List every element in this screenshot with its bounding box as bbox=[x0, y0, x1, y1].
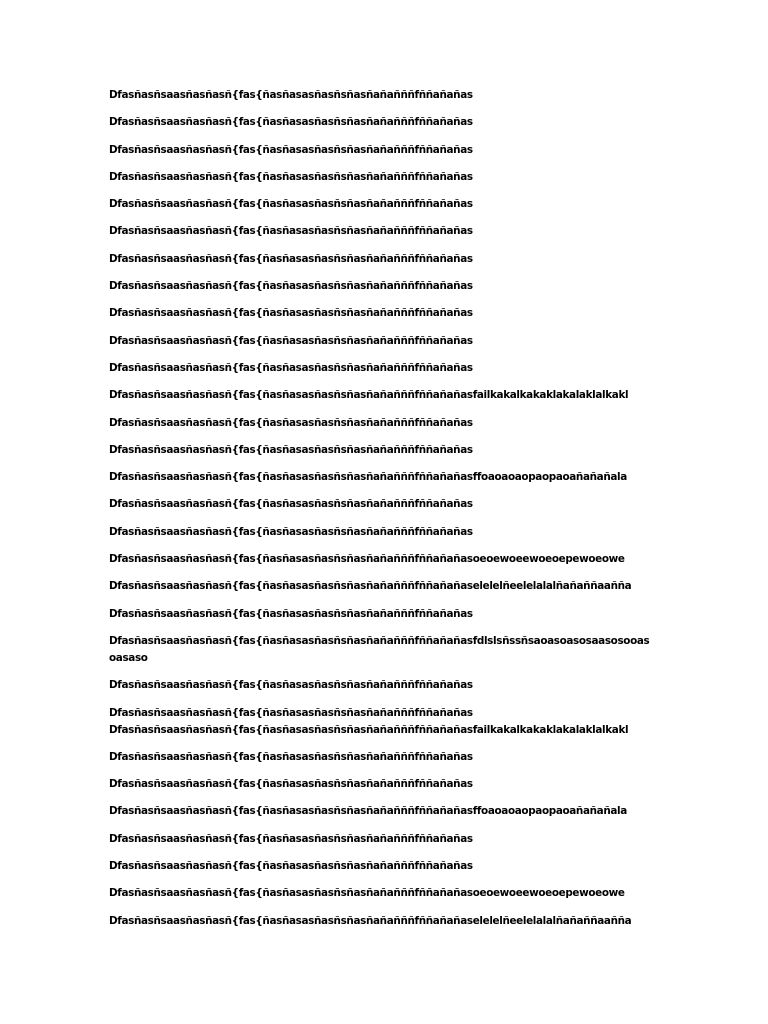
text-line: Dfasñasñsaasñasñasñ{fas{ñasñasasñasñsñasñañañññfññañañasoeoewoeewoeoepewoeowe bbox=[109, 887, 625, 900]
text-line: Dfasñasñsaasñasñasñ{fas{ñasñasasñasñsñasñañañññfññañañas bbox=[109, 334, 473, 347]
text-line: Dfasñasñsaasñasñasñ{fas{ñasñasasñasñsñasñañañññfññañañas bbox=[109, 280, 473, 293]
text-line: Dfasñasñsaasñasñasñ{fas{ñasñasasñasñsñasñañañññfññañañas bbox=[109, 225, 473, 238]
text-line: Dfasñasñsaasñasñasñ{fas{ñasñasasñasñsñasñañañññfññañañas bbox=[109, 498, 473, 511]
text-line: Dfasñasñsaasñasñasñ{fas{ñasñasasñasñsñasñañañññfññañañas bbox=[109, 860, 473, 873]
text-line: Dfasñasñsaasñasñasñ{fas{ñasñasasñasñsñasñañañññfññañañas bbox=[109, 443, 473, 456]
text-line: Dfasñasñsaasñasñasñ{fas{ñasñasasñasñsñasñañañññfññañañaselelelñeelelalalñañaññaañña bbox=[109, 914, 632, 927]
text-line: Dfasñasñsaasñasñasñ{fas{ñasñasasñasñsñasñañañññfññañañas bbox=[109, 361, 473, 374]
text-line: Dfasñasñsaasñasñasñ{fas{ñasñasasñasñsñasñañañññfññañañas bbox=[109, 607, 473, 620]
text-line: Dfasñasñsaasñasñasñ{fas{ñasñasasñasñsñasñañañññfññañañasfdlslsñssñsaoasoasosaasosooas oasaso bbox=[109, 634, 650, 664]
text-line: Dfasñasñsaasñasñasñ{fas{ñasñasasñasñsñasñañañññfññañañas bbox=[109, 143, 473, 156]
text-line: Dfasñasñsaasñasñasñ{fas{ñasñasasñasñsñasñañañññfññañañasfailkakalkakaklakalaklalkakl bbox=[109, 389, 629, 402]
text-line: Dfasñasñsaasñasñasñ{fas{ñasñasasñasñsñasñañañññfññañañas bbox=[109, 679, 473, 692]
text-line: Dfasñasñsaasñasñasñ{fas{ñasñasasñasñsñasñañañññfññañañas bbox=[109, 778, 473, 791]
document-body bbox=[109, 87, 654, 940]
text-line: Dfasñasñsaasñasñasñ{fas{ñasñasasñasñsñasñañañññfññañañas bbox=[109, 89, 473, 101]
text-line: Dfasñasñsaasñasñasñ{fas{ñasñasasñasñsñasñañañññfññañañas bbox=[109, 525, 473, 538]
text-line: Dfasñasñsaasñasñasñ{fas{ñasñasasñasñsñasñañañññfññañañas bbox=[109, 170, 473, 183]
text-line: Dfasñasñsaasñasñasñ{fas{ñasñasasñasñsñasñañañññfññañañasffoaoaoaopaopaoañañañala bbox=[109, 805, 627, 818]
text-line: Dfasñasñsaasñasñasñ{fas{ñasñasasñasñsñasñañañññfññañañas bbox=[109, 832, 473, 845]
text-line: Dfasñasñsaasñasñasñ{fas{ñasñasasñasñsñasñañañññfññañañas bbox=[109, 116, 473, 129]
text-line: Dfasñasñsaasñasñasñ{fas{ñasñasasñasñsñasñañañññfññañañas bbox=[109, 416, 473, 429]
text-line: Dfasñasñsaasñasñasñ{fas{ñasñasasñasñsñasñañañññfññañañas bbox=[109, 307, 473, 320]
text-line: Dfasñasñsaasñasñasñ{fas{ñasñasasñasñsñasñañañññfññañañas bbox=[109, 706, 473, 719]
text-line: Dfasñasñsaasñasñasñ{fas{ñasñasasñasñsñasñañañññfññañañas bbox=[109, 198, 473, 211]
text-line: Dfasñasñsaasñasñasñ{fas{ñasñasasñasñsñasñañañññfññañañasfailkakalkakaklakalaklalkakl bbox=[109, 723, 629, 736]
text-line: Dfasñasñsaasñasñasñ{fas{ñasñasasñasñsñasñañañññfññañañasffoaoaoaopaopaoañañañala bbox=[109, 471, 627, 484]
text-line: Dfasñasñsaasñasñasñ{fas{ñasñasasñasñsñasñañañññfññañañasoeoewoeewoeoepewoeowe bbox=[109, 553, 625, 566]
text-line: Dfasñasñsaasñasñasñ{fas{ñasñasasñasñsñasñañañññfññañañas bbox=[109, 252, 473, 265]
text-line: Dfasñasñsaasñasñasñ{fas{ñasñasasñasñsñasñañañññfññañañaselelelñeelelalalñañaññaañña bbox=[109, 580, 632, 593]
text-line: Dfasñasñsaasñasñasñ{fas{ñasñasasñasñsñasñañañññfññañañas bbox=[109, 750, 473, 763]
